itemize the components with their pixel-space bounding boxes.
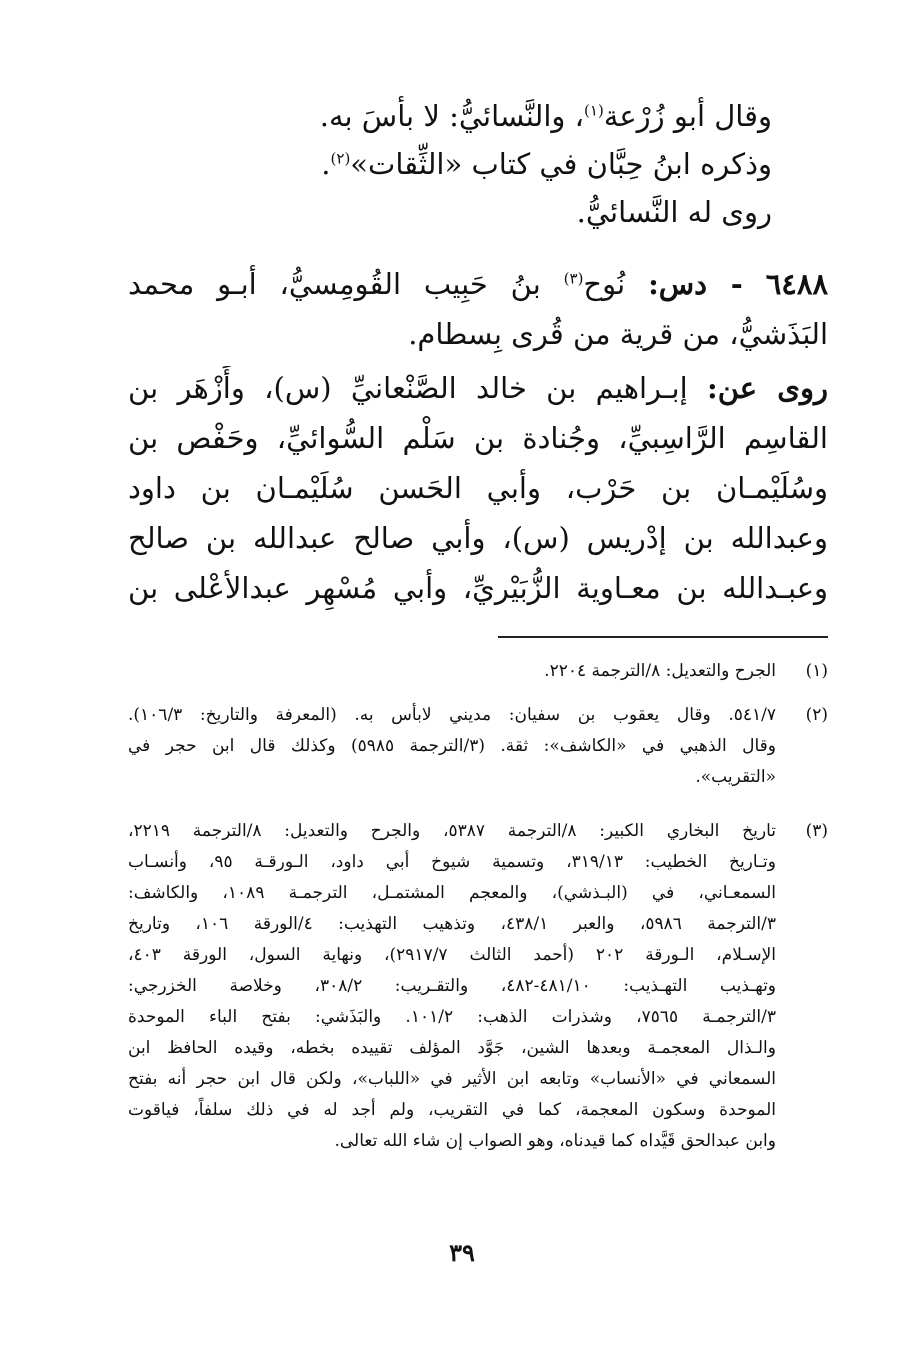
footnote-3-number: (٣) bbox=[805, 821, 828, 841]
line1-text-cont: ، والنَّسائيُّ: لا بأسَ به. bbox=[319, 99, 585, 133]
rawa-line-5: وعبـدالله بن معـاوية الزُّبَيْريِّ، وأبي مُسْهِر عبدالأعْلى بن bbox=[128, 571, 828, 605]
line2-text: وذكره ابنُ حِبَّان في كتاب «الثِّقات» bbox=[350, 147, 772, 181]
entry-name: نُوح bbox=[583, 267, 626, 301]
footnote-3-line-7: ٣/الترجمـة ٧٥٦٥، وشذرات الذهب: ١٠١/٢. والبَذَشي: بفتح الباء الموحدة bbox=[128, 1007, 776, 1027]
footnote-2 bbox=[128, 700, 828, 793]
footnote-3-line-1: تاريخ البخاري الكبير: ٨/الترجمة ٥٣٨٧، والجرح والتعديل: ٨/الترجمة ٢٢١٩، bbox=[128, 821, 776, 841]
rawa-label: روى عن: bbox=[707, 371, 828, 405]
footnote-1 bbox=[128, 656, 828, 687]
footnote-3 bbox=[128, 816, 828, 1157]
footnote-3-line-11: وابن عبدالحق قَيَّداه كما قيدناه، وهو الصواب إن شاء الله تعالى. bbox=[334, 1131, 776, 1151]
footnote-2-number: (٢) bbox=[805, 705, 828, 725]
rawa-line-3: وسُلَيْمـان بن حَرْب، وأبي الحَسن سُلَيْمـان بن داود bbox=[128, 471, 828, 505]
footnote-3-line-3: السمعـاني، في (البـذشي)، والمعجم المشتمـل، الترجمـة ١٠٨٩، والكاشف: bbox=[128, 883, 776, 903]
footnote-ref-2[interactable]: (٢) bbox=[330, 149, 351, 168]
footnote-3-line-2: وتـاريخ الخطيب: ٣١٩/١٣، وتسمية شيوخ أبي داود، الـورقـة ٩٥، وأنسـاب bbox=[128, 852, 776, 872]
entry-symbols: - دس: bbox=[648, 267, 743, 301]
footnote-2-line-1: ٥٤١/٧. وقال يعقوب بن سفيان: مديني لابأس به. (المعرفة والتاريخ: ١٠٦/٣). bbox=[128, 705, 776, 725]
footnote-2-line-3: «التقريب». bbox=[695, 767, 776, 787]
footnote-1-line-1: الجرح والتعديل: ٨/الترجمة ٢٢٠٤. bbox=[544, 661, 776, 681]
rawa-line-1-text: إبـراهيم بن خالد الصَّنْعانيِّ (س)، وأَزْهَر بن bbox=[128, 371, 688, 405]
rawa-line-4: وعبدالله بن إدْريس (س)، وأبي صالح عبدالله بن صالح bbox=[128, 521, 828, 555]
footnote-3-line-9: السمعاني في «الأنساب» وتابعه ابن الأثير في «اللباب»، ولكن قال ابن حجر أنه بفتح bbox=[128, 1069, 776, 1089]
entry-heading bbox=[128, 262, 828, 306]
entry-name-cont: بنُ حَبِيب القُومِسيُّ، أبـو محمد bbox=[128, 267, 541, 301]
footnote-2-line-2: وقال الذهبي في «الكاشف»: ثقة. (٣/الترجمة ٥٩٨٥) وكذلك قال ابن حجر في bbox=[128, 736, 776, 756]
page-number: ٣٩ bbox=[449, 1238, 475, 1267]
line2-text-cont: . bbox=[321, 147, 331, 181]
footnote-3-line-4: ٣/الترجمة ٥٩٨٦، والعبر ٤٣٨/١، وتذهيب التهذيب: ٤/الورقة ١٠٦، وتاريخ bbox=[128, 914, 776, 934]
footnote-1-number: (١) bbox=[805, 661, 828, 681]
entry-number: ٦٤٨٨ bbox=[765, 267, 828, 301]
rawa-line-1 bbox=[128, 366, 828, 410]
line1-text: وقال أبو زُرْعة bbox=[603, 99, 772, 133]
main-text-line-3: روى له النَّسائيُّ. bbox=[576, 195, 772, 229]
footnote-3-line-10: الموحدة وسكون المعجمة، كما في التقريب، ولم أجد له في ذلك سلفاً، فياقوت bbox=[128, 1100, 776, 1120]
footnote-separator bbox=[498, 636, 828, 638]
footnote-ref-1[interactable]: (١) bbox=[584, 101, 604, 120]
entry-line-2: البَذَشيُّ، من قرية من قُرى بِسطام. bbox=[408, 317, 828, 351]
footnote-3-line-5: الإسـلام، الـورقة ٢٠٢ (أحمد الثالث ٢٩١٧/٧)، ونهاية السول، الورقة ٤٠٣، bbox=[128, 945, 776, 965]
rawa-line-2: القاسِم الرَّاسِبيِّ، وجُنادة بن سَلْم السُّوائيِّ، وحَفْص بن bbox=[128, 421, 828, 455]
footnote-3-line-8: والـذال المعجمـة وبعدها الشين، جَوَّد المؤلف تقييده بخطه، وقيده الحافظ ابن bbox=[128, 1038, 776, 1058]
footnote-3-line-6: وتهـذيب التهـذيب: ٤٨١/١٠-٤٨٢، والتقـريب: ٣٠٨/٢، وخلاصة الخزرجي: bbox=[128, 976, 776, 996]
main-text-line-2 bbox=[321, 142, 772, 186]
footnote-ref-3[interactable]: (٣) bbox=[563, 269, 584, 288]
main-text-line-1 bbox=[320, 94, 772, 138]
